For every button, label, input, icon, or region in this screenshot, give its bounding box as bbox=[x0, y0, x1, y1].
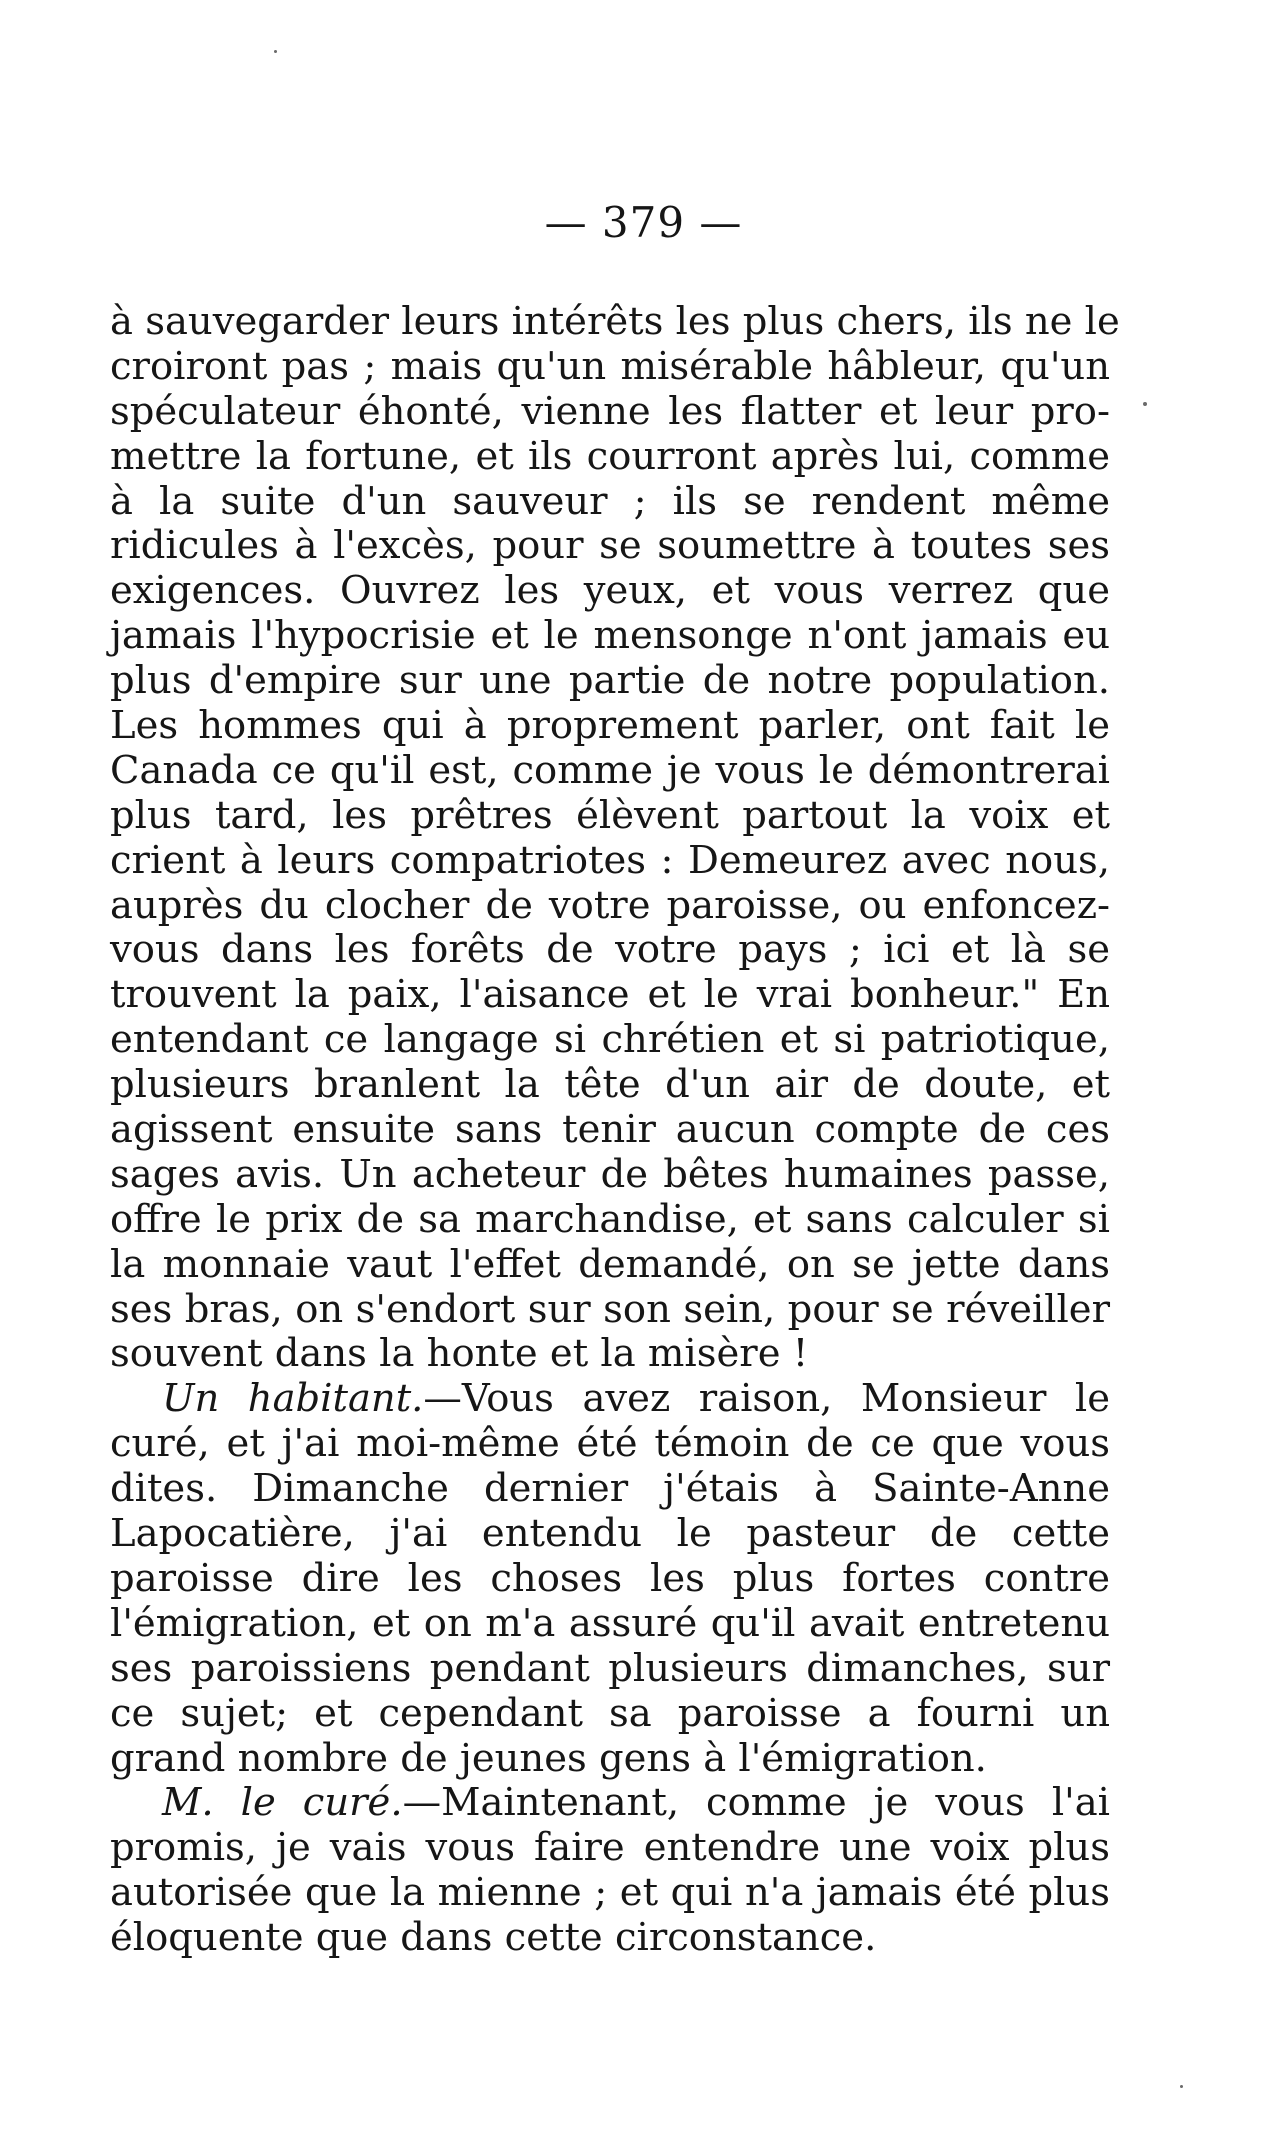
body-text bbox=[110, 299, 1120, 1961]
text-line: à la suite d'un sauveur ; ils se rendent même bbox=[110, 478, 1110, 524]
text-line: autorisée que la mienne ; et qui n'a jamais été plus bbox=[110, 1870, 1110, 1916]
text-line: Canada ce qu'il est, comme je vous le démontrerai bbox=[110, 747, 1110, 793]
text-line: ses paroissiens pendant plusieurs dimanches, sur bbox=[110, 1645, 1110, 1691]
text-line: mettre la fortune, et ils courront après lui, comme bbox=[110, 433, 1110, 479]
speaker-label: Un habitant. bbox=[162, 1376, 424, 1422]
text-line: à sauvegarder leurs intérêts les plus chers, ils ne le bbox=[110, 299, 1120, 344]
speaker-label: M. le curé. bbox=[162, 1780, 403, 1826]
text-line: ridicules à l'excès, pour se soumettre à toutes ses bbox=[110, 523, 1110, 569]
text-line: jamais l'hypocrisie et le mensonge n'ont jamais eu bbox=[110, 613, 1110, 659]
text-line: offre le prix de sa marchandise, et sans calculer si bbox=[110, 1196, 1110, 1242]
text-line: crient à leurs compatriotes : Demeurez avec nous, bbox=[110, 837, 1110, 883]
text-line: Lapocatière, j'ai entendu le pasteur de cette bbox=[110, 1511, 1110, 1557]
text-line: curé, et j'ai moi-même été témoin de ce que vous bbox=[110, 1421, 1110, 1467]
text-line: ses bras, on s'endort sur son sein, pour se réveiller bbox=[110, 1286, 1110, 1332]
text-line: entendant ce langage si chrétien et si patriotique, bbox=[110, 1017, 1110, 1063]
text-line: croiront pas ; mais qu'un misérable hâbleur, qu'un bbox=[110, 343, 1110, 389]
scan-speck bbox=[1180, 2085, 1183, 2088]
text-line: vous dans les forêts de votre pays ; ici et là se bbox=[110, 927, 1110, 973]
text-line: promis, je vais vous faire entendre une voix plus bbox=[110, 1825, 1110, 1871]
dialogue-line bbox=[110, 1781, 1110, 1826]
text-line: trouvent la paix, l'aisance et le vrai bonheur." En bbox=[110, 972, 1110, 1018]
text-line: l'émigration, et on m'a assuré qu'il avait entretenu bbox=[110, 1600, 1110, 1646]
text-line: plus tard, les prêtres élèvent partout la voix et bbox=[110, 792, 1110, 838]
text-line: auprès du clocher de votre paroisse, ou enfoncez- bbox=[110, 882, 1110, 928]
dialogue-text: —Maintenant, comme je vous l'ai bbox=[402, 1780, 1110, 1826]
text-line: la monnaie vaut l'effet demandé, on se jette dans bbox=[110, 1241, 1110, 1287]
text-line: éloquente que dans cette circonstance. bbox=[110, 1915, 877, 1961]
scan-speck bbox=[274, 50, 277, 53]
text-line: dites. Dimanche dernier j'étais à Sainte-Anne bbox=[110, 1466, 1110, 1512]
text-line: paroisse dire les choses les plus fortes contre bbox=[110, 1555, 1110, 1601]
text-line: agissent ensuite sans tenir aucun compte de ces bbox=[110, 1107, 1110, 1153]
dialogue-text: —Vous avez raison, Monsieur le bbox=[423, 1376, 1110, 1422]
text-line: plus d'empire sur une partie de notre population. bbox=[110, 658, 1110, 704]
text-line: exigences. Ouvrez les yeux, et vous verrez que bbox=[110, 568, 1110, 614]
text-line: Les hommes qui à proprement parler, ont fait le bbox=[110, 703, 1110, 749]
text-line: spéculateur éhonté, vienne les flatter et leur pro- bbox=[110, 388, 1110, 434]
dialogue-line bbox=[110, 1377, 1110, 1422]
text-line: grand nombre de jeunes gens à l'émigration. bbox=[110, 1735, 987, 1781]
text-line: plusieurs branlent la tête d'un air de doute, et bbox=[110, 1062, 1110, 1108]
text-line: souvent dans la honte et la misère ! bbox=[110, 1331, 809, 1377]
text-line: ce sujet; et cependant sa paroisse a fourni un bbox=[110, 1690, 1110, 1736]
text-line: sages avis. Un acheteur de bêtes humaines passe, bbox=[110, 1151, 1110, 1197]
page-number: — 379 — bbox=[544, 198, 743, 247]
scan-speck bbox=[1143, 402, 1147, 406]
